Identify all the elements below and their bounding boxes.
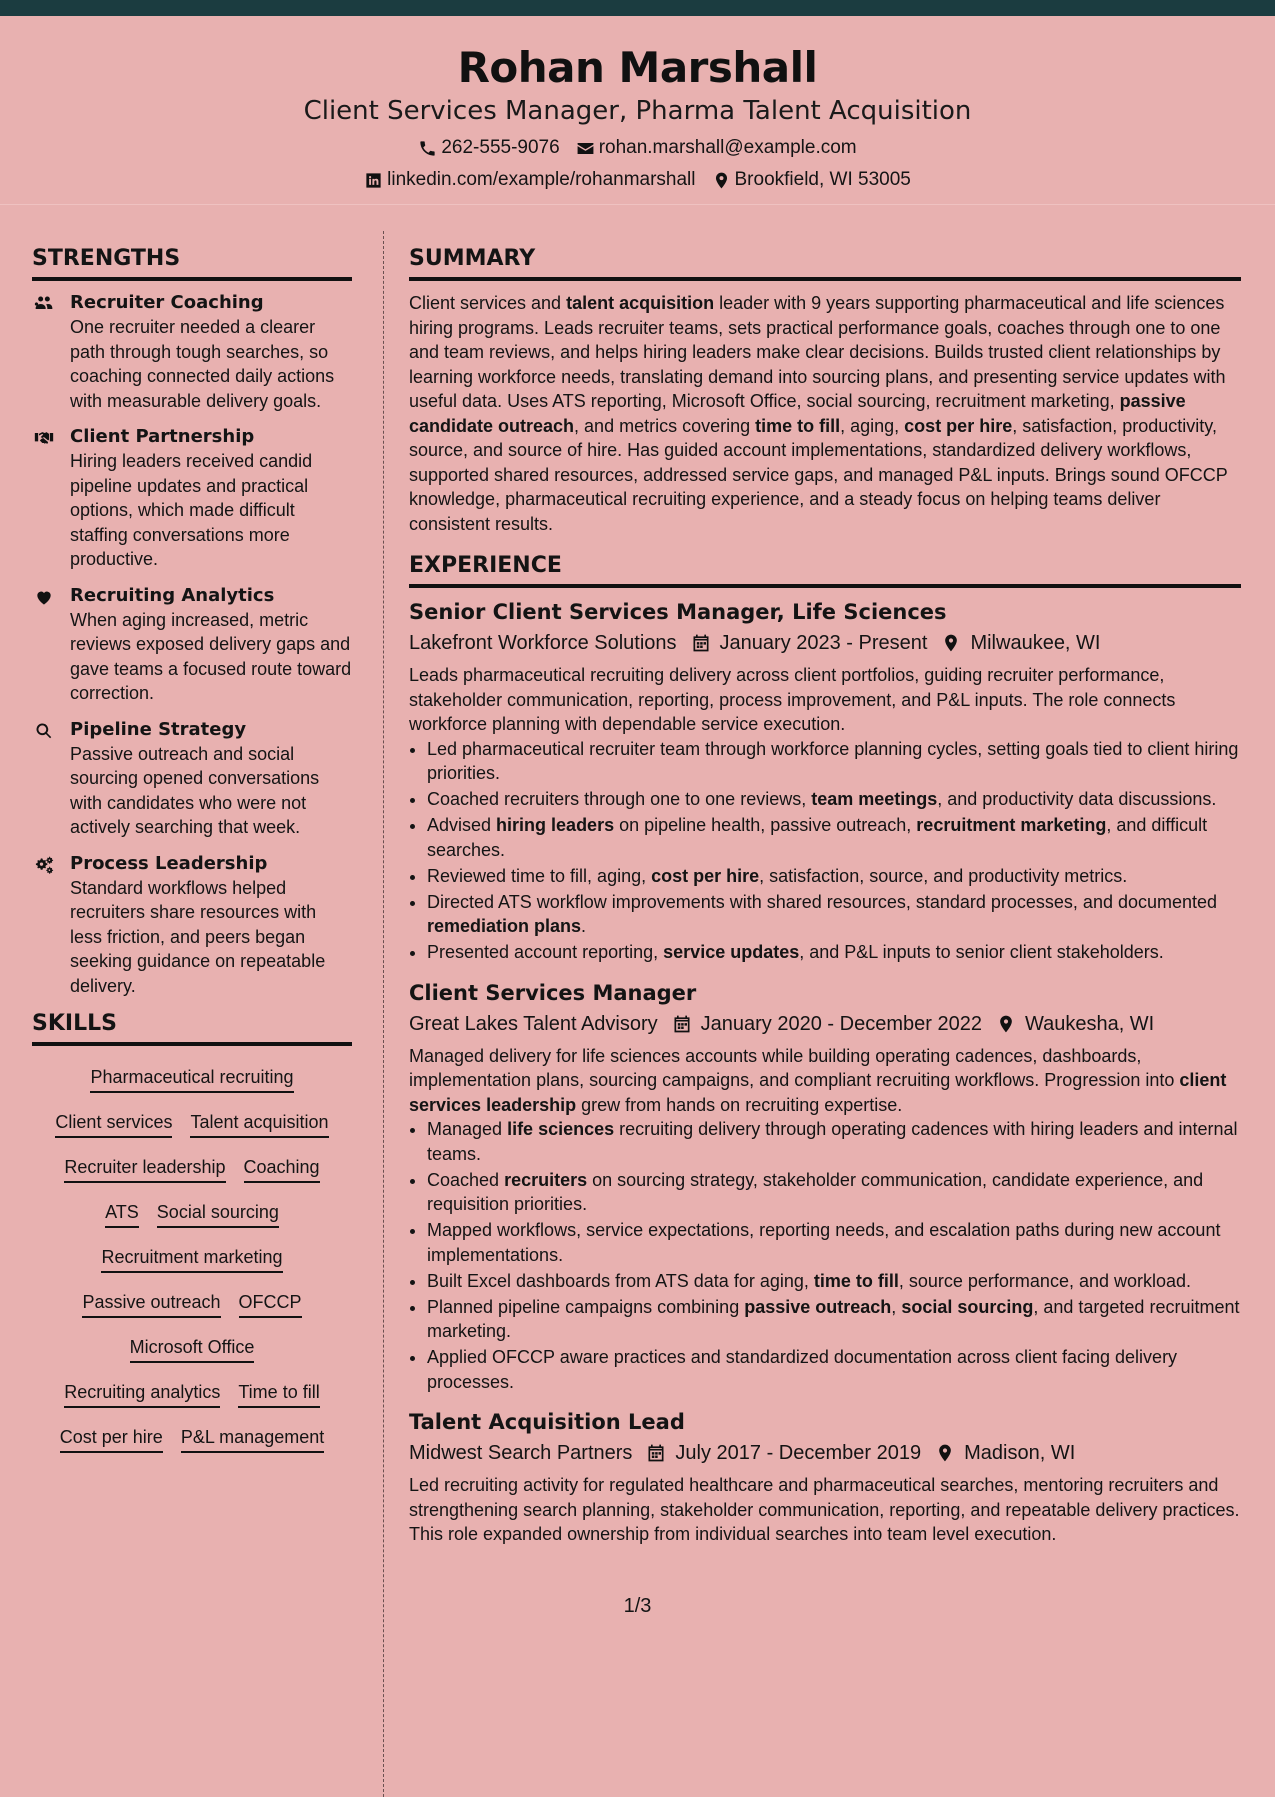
phone-contact [418, 136, 559, 160]
strength-item [32, 718, 352, 840]
strength-item [32, 584, 352, 706]
job-meta [409, 629, 1241, 657]
strength-title: Client Partnership [70, 426, 255, 447]
email-contact[interactable] [576, 136, 857, 160]
page-indicator: 1/3 [623, 1595, 652, 1617]
contact-row-2 [0, 168, 1275, 192]
skill-row [32, 1371, 352, 1416]
calendar-icon [691, 633, 711, 653]
skills-heading: SKILLS [32, 1010, 352, 1046]
job-location: Milwaukee, WI [970, 632, 1101, 654]
job-title: Talent Acquisition Lead [409, 1410, 685, 1434]
skill-tag: Cost per hire [60, 1426, 163, 1453]
skill-tag: Pharmaceutical recruiting [90, 1066, 293, 1093]
strength-icon-wrap [32, 718, 70, 840]
resume-header [0, 16, 1275, 205]
job-bullet: • Advised hiring leaders on pipeline health, passive outreach, recruitment marketing, and difficult searches. [427, 813, 1241, 862]
job-bullet: • Managed life sciences recruiting delivery through operating cadences with hiring leaders and internal teams. [427, 1117, 1241, 1166]
skill-row [32, 1101, 352, 1146]
contact-row-1 [0, 136, 1275, 160]
skill-row [32, 1056, 352, 1101]
job-description: Leads pharmaceutical recruiting delivery across client portfolios, guiding recruiter performance, stakeholder communication, reporting, process improvement, and P&L inputs. The role connects workforce planning with dependable service execution. [409, 665, 1176, 734]
strength-item [32, 425, 352, 572]
calendar-icon [672, 1014, 692, 1034]
strength-body [70, 718, 352, 840]
skill-tag: OFCCP [239, 1291, 302, 1318]
skill-tag: Coaching [244, 1156, 320, 1183]
bold-keyword: social sourcing [901, 1296, 1034, 1317]
strength-title: Recruiting Analytics [70, 584, 275, 606]
job-company: Midwest Search Partners [409, 1442, 633, 1464]
strength-body [70, 584, 352, 706]
bold-keyword: hiring leaders [496, 815, 615, 835]
job-dates: July 2017 - December 2019 [675, 1442, 922, 1464]
strength-icon-wrap [32, 425, 70, 572]
email-text[interactable]: rohan.marshall@example.com [598, 137, 857, 158]
job-bullet: • Directed ATS workflow improvements with shared resources, standard processes, and documented remediation plans. [427, 890, 1241, 939]
location-text: Brookfield, WI 53005 [734, 169, 911, 190]
strength-body [70, 852, 352, 999]
experience-heading: EXPERIENCE [409, 552, 1241, 588]
skill-tag: P&L management [181, 1426, 324, 1453]
gears-icon [32, 855, 56, 875]
bold-keyword: recruitment marketing [916, 815, 1107, 835]
linkedin-contact[interactable] [364, 168, 695, 192]
job-entry [409, 1408, 1241, 1547]
job-bullets [409, 1117, 1241, 1394]
bold-keyword: remediation plans [427, 916, 582, 936]
phone-text: 262-555-9076 [441, 137, 560, 158]
skill-tag: Talent acquisition [190, 1111, 328, 1138]
bold-keyword: talent acquisition [566, 293, 715, 313]
bold-keyword: cost per hire [651, 865, 760, 886]
strength-description: Standard workflows helped recruiters share resources with less friction, and peers began seeking guidance on repeatable delivery. [70, 877, 326, 996]
calendar-icon [646, 1443, 666, 1463]
job-bullet: • Applied OFCCP aware practices and standardized documentation across client facing delivery processes. [427, 1345, 1241, 1394]
strength-title: Recruiter Coaching [70, 292, 264, 313]
map-pin-icon [712, 171, 731, 190]
strength-body [70, 291, 352, 413]
job-entry [409, 598, 1241, 965]
strengths-list [32, 291, 352, 998]
handshake-icon [32, 428, 56, 448]
job-title: Senior Client Services Manager, Life Sciences [409, 600, 947, 624]
skill-row [32, 1326, 352, 1371]
job-bullet: • Led pharmaceutical recruiter team through workforce planning cycles, setting goals tied to client hiring priorities. [427, 737, 1241, 786]
bold-keyword: life sciences [507, 1119, 615, 1139]
strength-icon-wrap [32, 291, 70, 413]
bold-keyword: recruiters [504, 1169, 588, 1190]
job-entry [409, 979, 1241, 1395]
bold-keyword: team meetings [811, 789, 938, 809]
job-meta [409, 1439, 1241, 1467]
resume-body [0, 205, 1275, 1544]
strength-description: Passive outreach and social sourcing opened conversations with candidates who were not actively searching that week. [70, 743, 320, 837]
job-bullet: • Planned pipeline campaigns combining passive outreach, social sourcing, and targeted recruitment marketing. [427, 1295, 1241, 1344]
strength-item [32, 852, 352, 999]
skill-row [32, 1191, 352, 1236]
skill-tag: Recruiter leadership [64, 1156, 225, 1183]
envelope-icon [576, 139, 595, 158]
experience-list [409, 598, 1241, 1547]
job-bullet: • Mapped workflows, service expectations, reporting needs, and escalation paths during new account implementations. [427, 1218, 1241, 1267]
column-divider [383, 231, 384, 1797]
job-title: Client Services Manager [409, 980, 697, 1005]
job-bullets [409, 737, 1241, 965]
search-icon [32, 721, 56, 741]
job-location: Waukesha, WI [1024, 1012, 1155, 1035]
top-accent-bar [0, 0, 1275, 16]
location-contact [712, 168, 911, 192]
summary-text: Client services and talent acquisition leader with 9 years supporting pharmaceutical and life sciences hiring programs. Leads recruiter teams, sets practical performance goals, coaches through one to one and team reviews, and helps hiring leaders make clear decisions. Builds trusted client relationships by learning workforce needs, translating demand into sourcing plans, and presenting service updates with useful data. Uses ATS reporting, Microsoft Office, social sourcing, recruitment marketing, passive candidate outreach, and metrics covering time to fill, aging, cost per hire, satisfaction, productivity, source, and source of hire. Has guided account implementations, standardized delivery workflows, supported shared resources, addressed service gaps, and managed P&L inputs. Brings sound OFCCP knowledge, pharmaceutical recruiting experience, and a steady focus on helping teams deliver consistent results. [409, 293, 1228, 534]
users-icon [32, 294, 56, 314]
map-pin-icon [996, 1014, 1016, 1034]
bold-keyword: cost per hire [904, 415, 1013, 436]
job-bullet: • Built Excel dashboards from ATS data for aging, time to fill, source performance, and workload. [427, 1269, 1241, 1294]
job-bullet: • Presented account reporting, service updates, and P&L inputs to senior client stakeholders. [427, 940, 1241, 965]
candidate-name: Rohan Marshall [457, 43, 818, 92]
skill-tag: Recruitment marketing [101, 1246, 282, 1273]
bold-keyword: client services leadership [409, 1070, 1227, 1115]
skill-tag: Passive outreach [82, 1291, 220, 1318]
skill-tag: Social sourcing [157, 1201, 279, 1228]
job-bullet: • Coached recruiters on sourcing strategy, stakeholder communication, candidate experience, and requisition priorities. [427, 1168, 1241, 1217]
job-meta [409, 1010, 1241, 1038]
job-location: Madison, WI [964, 1442, 1076, 1464]
skills-list [32, 1056, 352, 1461]
bold-keyword: time to fill [755, 415, 841, 436]
job-company: Lakefront Workforce Solutions [409, 632, 677, 654]
candidate-title: Client Services Manager, Pharma Talent Acquisition [303, 96, 972, 126]
bold-keyword: passive outreach [744, 1296, 892, 1317]
bold-keyword: time to fill [813, 1270, 899, 1291]
phone-icon [418, 139, 437, 158]
bold-keyword: service updates [663, 942, 800, 962]
skill-tag: Recruiting analytics [64, 1381, 220, 1408]
skill-row [32, 1236, 352, 1281]
skill-row [32, 1146, 352, 1191]
job-bullet: • Reviewed time to fill, aging, cost per hire, satisfaction, source, and productivity metrics. [427, 864, 1241, 889]
skill-row [32, 1416, 352, 1461]
map-pin-icon [941, 633, 961, 653]
skill-tag: Client services [55, 1111, 172, 1138]
summary-heading: SUMMARY [409, 245, 1241, 281]
strength-description: One recruiter needed a clearer path through tough searches, so coaching connected daily actions with measurable delivery goals. [70, 317, 335, 411]
strengths-heading: STRENGTHS [32, 245, 352, 281]
strength-description: When aging increased, metric reviews exposed delivery gaps and gave teams a focused route toward correction. [70, 609, 352, 703]
linkedin-text[interactable]: linkedin.com/example/rohanmarshall [387, 169, 696, 190]
strength-icon-wrap [32, 584, 70, 706]
bold-keyword: passive candidate outreach [409, 391, 1186, 436]
job-description: Managed delivery for life sciences accounts while building operating cadences, dashboards, implementation plans, sourcing campaigns, and compliant recruiting workflows. Progression into client services leadership grew from hands on recruiting expertise. [409, 1045, 1227, 1115]
skill-tag: ATS [105, 1201, 139, 1228]
left-column [0, 205, 352, 1461]
skill-tag: Time to fill [238, 1381, 319, 1408]
strength-icon-wrap [32, 852, 70, 999]
strength-title: Pipeline Strategy [70, 718, 247, 740]
heart-icon [32, 587, 56, 607]
job-dates: January 2023 - Present [719, 632, 928, 654]
job-dates: January 2020 - December 2022 [700, 1012, 982, 1035]
skill-row [32, 1281, 352, 1326]
job-description: Led recruiting activity for regulated healthcare and pharmaceutical searches, mentoring recruiters and strengthening search planning, stakeholder communication, reporting, and repeatable delivery practices. This role expanded ownership from individual searches into team level execution. [409, 1475, 1240, 1544]
right-column [409, 245, 1241, 1561]
strength-description: Hiring leaders received candid pipeline updates and practical options, which made difficult staffing conversations more productive. [70, 451, 313, 569]
linkedin-icon [364, 171, 383, 190]
job-company: Great Lakes Talent Advisory [409, 1012, 658, 1035]
strength-title: Process Leadership [70, 852, 268, 874]
strength-item [32, 291, 352, 413]
strength-body [70, 425, 352, 572]
map-pin-icon [935, 1443, 955, 1463]
skill-tag: Microsoft Office [130, 1336, 255, 1363]
job-bullet: • Coached recruiters through one to one reviews, team meetings, and productivity data discussions. [427, 787, 1241, 812]
